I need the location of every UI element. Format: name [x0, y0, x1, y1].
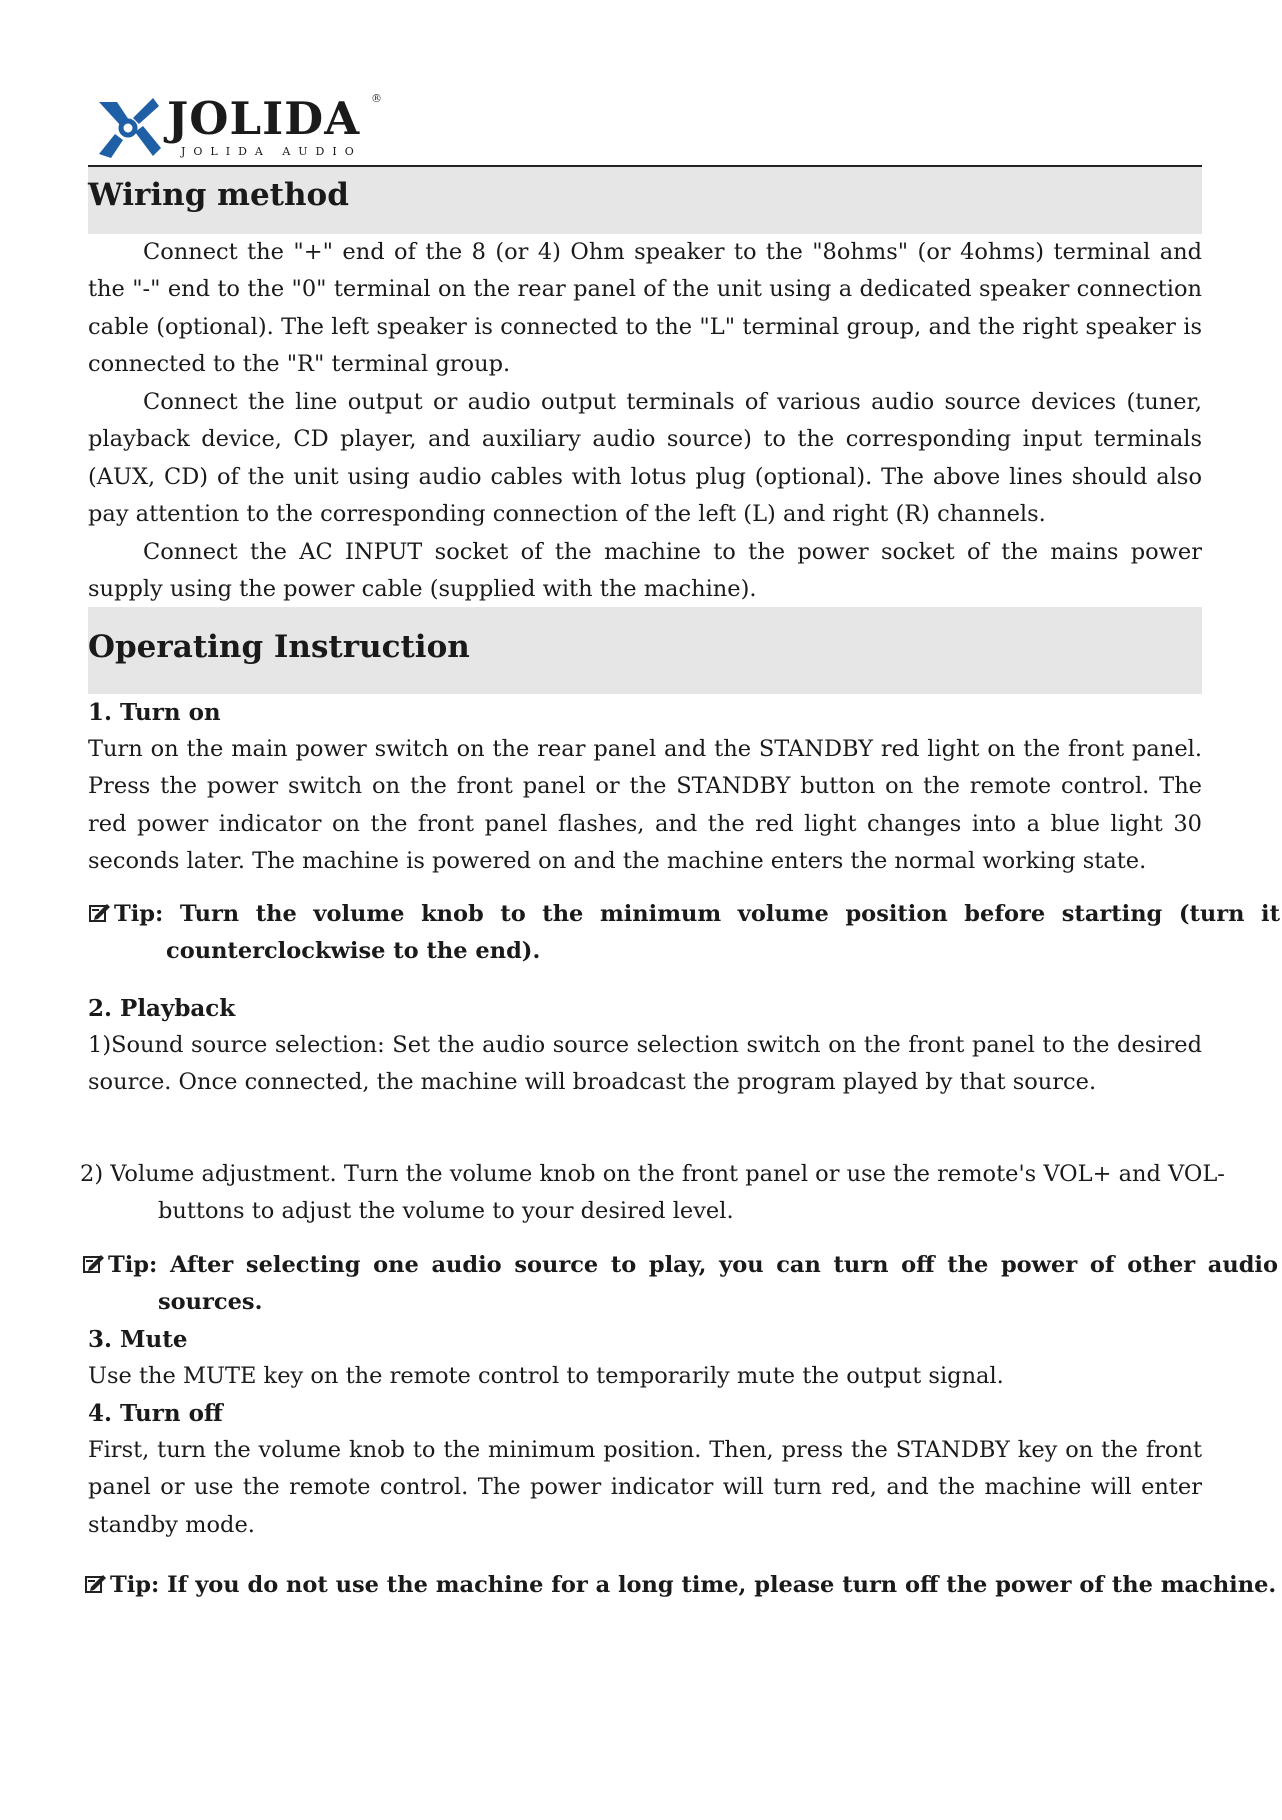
- note-edit-icon: [82, 1252, 106, 1274]
- section-title-wiring: Wiring method: [88, 177, 349, 213]
- step-title-mute: 3. Mute: [88, 1326, 188, 1353]
- turn-on-text: Turn on the main power switch on the rear panel and the STANDBY red light on the front panel. Press the power switch on the front panel or the STANDBY button on the remote control. The red power indicator on the front panel flashes, and the red light changes into a blue light 30 seconds later. The machine is powered on and the machine enters the normal working state.: [88, 736, 1202, 874]
- step-title-turn-on: 1. Turn on: [88, 699, 221, 726]
- playback-item-2: 2) Volume adjustment. Turn the volume knob on the front panel or use the remote's VOL+ and VOL- buttons to adjust the volume to your desired level.: [80, 1161, 1225, 1224]
- wiring-paragraph-2: Connect the line output or audio output terminals of various audio source devices (tuner, playback device, CD player, and auxiliary audio source) to the corresponding input terminals (AUX, CD) of the unit using audio cables with lotus plug (optional). The above lines should also pay attention to the corresponding connection of the left (L) and right (R) channels.: [88, 389, 1202, 527]
- brand-subtitle: JOLIDA AUDIO: [181, 145, 362, 158]
- page-header: [95, 92, 1202, 170]
- tip-turn-off-text: Tip: If you do not use the machine for a long time, please turn off the power of the machine.: [110, 1572, 1277, 1598]
- wiring-paragraph-3: Connect the AC INPUT socket of the machine to the power socket of the mains power supply using the power cable (supplied with the machine).: [88, 539, 1202, 603]
- section-header-operating: [88, 607, 1202, 694]
- brand-name: JOLIDA: [167, 92, 361, 145]
- tip-playback-text: Tip: After selecting one audio source to play, you can turn off the power of other audio sources.: [108, 1252, 1278, 1315]
- section-header-wiring: [88, 167, 1202, 234]
- tip-turn-off: [84, 1567, 1280, 1604]
- playback-item-1: 1)Sound source selection: Set the audio source selection switch on the front panel to the desired source. Once connected, the machine will broadcast the program played by that source.: [88, 1032, 1202, 1096]
- step-title-turn-off: 4. Turn off: [88, 1400, 223, 1427]
- turn-off-text: First, turn the volume knob to the minimum position. Then, press the STANDBY key on the front panel or use the remote control. The power indicator will turn red, and the machine will enter standby mode.: [88, 1437, 1202, 1538]
- tip-playback: [82, 1247, 1278, 1321]
- note-edit-icon: [84, 1572, 108, 1594]
- mute-text: Use the MUTE key on the remote control to temporarily mute the output signal.: [88, 1363, 1004, 1389]
- registered-mark: ®: [371, 92, 382, 105]
- tip-turn-on: [88, 896, 1280, 970]
- section-title-operating: Operating Instruction: [88, 629, 470, 665]
- wiring-paragraph-1: Connect the "+" end of the 8 (or 4) Ohm speaker to the "8ohms" (or 4ohms) terminal and the "-" end to the "0" terminal on the rear panel of the unit using a dedicated speaker connection cable (optional). The left speaker is connected to the "L" terminal group, and the right speaker is connected to the "R" terminal group.: [88, 239, 1202, 377]
- note-edit-icon: [88, 901, 112, 923]
- step-title-playback: 2. Playback: [88, 995, 236, 1022]
- tip-turn-on-text: Tip: Turn the volume knob to the minimum volume position before starting (turn it counterclockwise to the end).: [114, 901, 1280, 964]
